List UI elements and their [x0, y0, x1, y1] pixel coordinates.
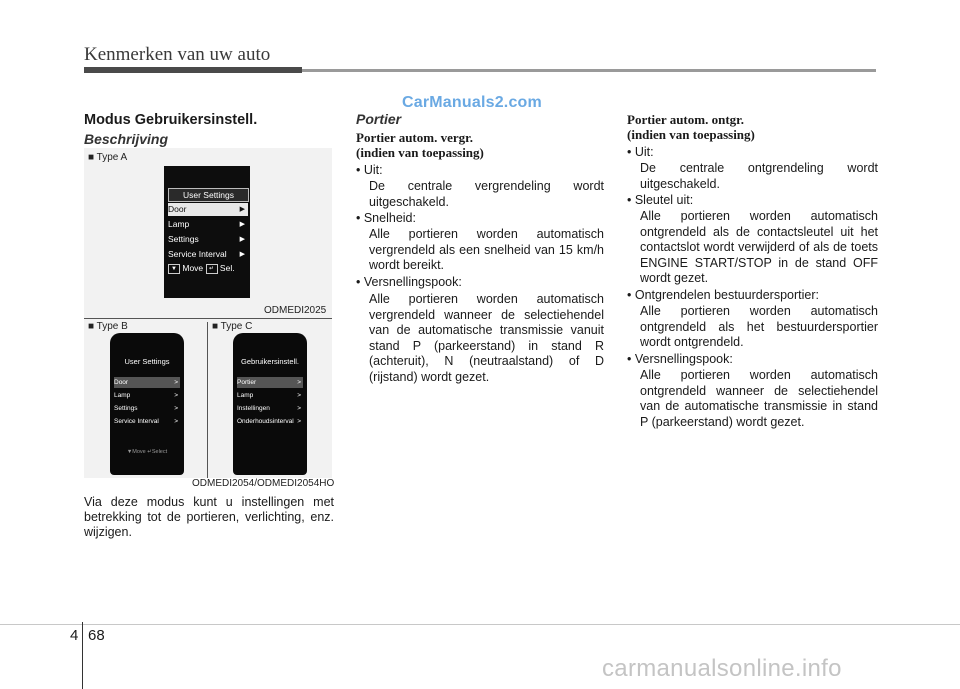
- screen-c-title: Gebruikersinstell.: [241, 357, 299, 366]
- screen-a-item-door: Door ▶: [168, 203, 248, 216]
- chapter-number: 4: [70, 627, 79, 644]
- type-b-label: ■ Type B: [88, 321, 128, 332]
- screen-a-item-lamp: Lamp ▶: [168, 219, 245, 229]
- header-rule-dark: [84, 67, 302, 73]
- col3-item-1-label: • Uit:: [627, 145, 654, 159]
- screen-b-footer: ▼Move ↵Select: [126, 449, 168, 455]
- column2-heading: Portier autom. vergr. (indien van toepassing): [356, 130, 484, 160]
- chevron-right-icon: ▶: [239, 206, 245, 213]
- figure-code-bc: ODMEDI2054/ODMEDI2054HO: [192, 478, 335, 489]
- chevron-right-icon: >: [174, 405, 178, 412]
- chevron-right-icon: >: [297, 405, 301, 412]
- screen-a-item-settings: Settings ▶: [168, 234, 245, 244]
- column2-italic-title: Portier: [356, 111, 402, 127]
- section-caption: Via deze modus kunt u instellingen met betrekking tot de portieren, verlichting, enz. wijzigen.: [84, 495, 334, 539]
- chevron-right-icon: ▶: [239, 221, 245, 228]
- screen-a-footer: ▼ Move ↵ Sel.: [168, 262, 248, 274]
- screen-a-item-service: Service Interval ▶: [168, 249, 245, 259]
- type-a-screen: [164, 166, 250, 298]
- screen-b-item-lamp: Lamp >: [114, 392, 178, 399]
- type-c-label: ■ Type C: [212, 321, 253, 332]
- figure-divider: [84, 318, 332, 319]
- down-arrow-icon: ▼: [168, 264, 180, 274]
- screen-c-item-onderhoud: Onderhoudsinterval >: [237, 418, 301, 425]
- footer-vertical-rule: [82, 622, 83, 689]
- type-a-label: ■ Type A: [88, 152, 128, 163]
- column3-heading: Portier autom. ontgr. (indien van toepassing): [627, 112, 755, 142]
- watermark-bottom[interactable]: carmanualsonline.info: [602, 655, 842, 682]
- chevron-right-icon: >: [174, 418, 178, 425]
- type-c-screen: [233, 333, 307, 475]
- type-b-screen: [110, 333, 184, 475]
- screen-c-item-lamp: Lamp >: [237, 392, 301, 399]
- chevron-right-icon: >: [297, 392, 301, 399]
- col3-item-1-desc: De centrale ontgrendeling wordt uitgeschakeld.: [640, 161, 878, 191]
- section-title: Modus Gebruikersinstell.: [84, 112, 258, 128]
- screen-b-item-service: Service Interval >: [114, 418, 178, 425]
- chevron-right-icon: ▶: [239, 251, 245, 258]
- col3-item-4-label: • Versnellingspook:: [627, 352, 733, 366]
- col2-item-1-desc: De centrale vergrendeling wordt uitgeschakeld.: [369, 179, 604, 209]
- col3-item-3-label: • Ontgrendelen bestuurdersportier:: [627, 288, 819, 302]
- col2-item-1-label: • Uit:: [356, 163, 383, 177]
- col3-item-2-desc: Alle portieren worden automatisch ontgrendeld als de contactsleutel uit het contactslot wordt verwijderd of als de toets ENGINE START/STOP in de stand OFF wordt gezet.: [640, 209, 878, 285]
- col3-item-2-label: • Sleutel uit:: [627, 193, 694, 207]
- col2-item-2-label: • Snelheid:: [356, 211, 416, 225]
- screen-c-item-portier: Portier >: [237, 379, 301, 386]
- col3-item-3-desc: Alle portieren worden automatisch ontgrendeld als het bestuurdersportier wordt ontgrendeld.: [640, 304, 878, 349]
- page-header-title: Kenmerken van uw auto: [84, 44, 271, 65]
- figure-code-a: ODMEDI2025: [264, 305, 327, 316]
- col2-item-2-desc: Alle portieren worden automatisch vergrendeld als een snelheid van 15 km/h wordt bereikt.: [369, 227, 604, 272]
- col3-item-4-desc: Alle portieren worden automatisch ontgrendeld wanneer de selectiehendel van de automatische transmissie in stand P (parkeerstand) wordt gezet.: [640, 368, 878, 429]
- col2-item-3-label: • Versnellingspook:: [356, 275, 462, 289]
- col2-item-3-desc: Alle portieren worden automatisch vergrendeld wanneer de selectiehendel van de automatische transmissie vanuit stand P (parkeerstand) in stand R (achteruit), N (neutraalstand) of D (rijstand) wordt gezet.: [369, 292, 604, 384]
- footer-rule: [0, 624, 960, 625]
- screen-a-title: User Settings: [168, 188, 249, 202]
- header-rule-light: [302, 69, 876, 72]
- chevron-right-icon: >: [174, 392, 178, 399]
- enter-icon: ↵: [206, 264, 218, 274]
- section-subtitle: Beschrijving: [84, 131, 169, 147]
- watermark-top[interactable]: CarManuals2.com: [402, 94, 542, 111]
- chevron-right-icon: >: [297, 418, 301, 425]
- chevron-right-icon: >: [297, 379, 301, 386]
- screen-b-item-door: Door >: [114, 379, 178, 386]
- chevron-right-icon: >: [174, 379, 178, 386]
- page-number: 68: [88, 627, 105, 644]
- screen-b-item-settings: Settings >: [114, 405, 178, 412]
- figure-vertical-divider: [207, 322, 208, 478]
- screen-c-item-instellingen: Instellingen >: [237, 405, 301, 412]
- chevron-right-icon: ▶: [239, 236, 245, 243]
- screen-b-title: User Settings: [124, 357, 170, 366]
